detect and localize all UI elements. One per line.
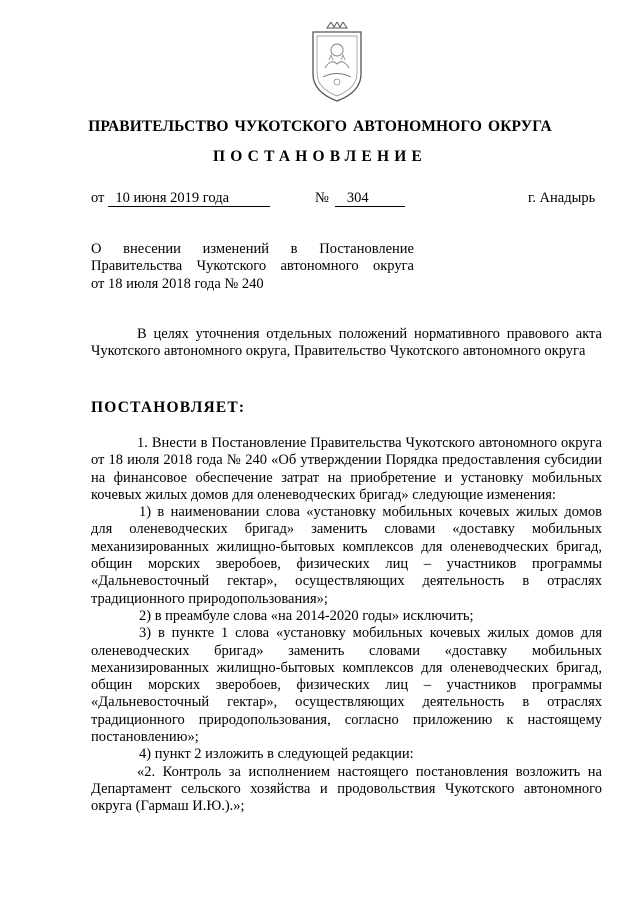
number-value: 304 [335, 191, 405, 207]
subitem-3: 3) в пункте 1 слова «установку мобильных кочевых жилых домов для оленеводческих бригад» заменить словами «доставку мобильных механизированных жилищно-бытовых комплексов для оленеводческих бригад, общин морских зверобоев, физических лиц – участников программы «Дальневосточный гектар», осуществляющих деятельность в отраслях традиционного природопользования, согласно приложению к настоящему постановлению»; [91, 625, 602, 746]
organization-title: ПРАВИТЕЛЬСТВО ЧУКОТСКОГО АВТОНОМНОГО ОКРУГА [88, 118, 552, 135]
number-label: № [315, 190, 329, 206]
subject-line: Правительства Чукотского автономного округа [91, 258, 414, 275]
document-type: ПОСТАНОВЛЕНИЕ [212, 148, 428, 165]
subitem-2: 2) в преамбуле слова «на 2014-2020 годы» исключить; [139, 607, 474, 624]
coat-of-arms-icon [305, 22, 369, 104]
date-field [91, 190, 270, 207]
document-subject [91, 241, 414, 293]
number-field [315, 190, 405, 207]
preamble-text: В целях уточнения отдельных положений нормативного правового акта Чукотского автономного округа, Правительство Чукотского автономного округа [91, 326, 602, 360]
date-value: 10 июня 2019 года [108, 191, 270, 207]
subitem-4: 4) пункт 2 изложить в следующей редакции: [139, 746, 414, 763]
city: г. Анадырь [528, 190, 596, 206]
subitem-1: 1) в наименовании слова «установку мобильных кочевых жилых домов для оленеводческих бригад» заменить словами «доставку мобильных механизированных жилищно-бытовых комплексов для оленеводческих бригад, общин морских зверобоев, физических лиц – участников программы «Дальневосточный гектар», осуществляющих деятельность в отраслях традиционного природопользования»; [91, 504, 602, 607]
date-label: от [91, 190, 105, 206]
item-1: 1. Внести в Постановление Правительства Чукотского автономного округа от 18 июля 2018 года № 240 «Об утверждении Порядка предоставления субсидии на финансовое обеспечение затрат на приобретение и установку мобильных кочевых жилых домов для оленеводческих бригад» следующие изменения: [91, 435, 602, 503]
quoted-clause: «2. Контроль за исполнением настоящего постановления возложить на Департамент сельского хозяйства и продовольствия Чукотского автономного округа (Гармаш И.Ю.).»; [91, 763, 602, 815]
decree-items [91, 435, 602, 816]
preamble [91, 326, 602, 361]
subject-line: О внесении изменений в Постановление [91, 241, 414, 257]
decree-word: ПОСТАНОВЛЯЕТ: [91, 399, 246, 416]
subject-line: от 18 июля 2018 года № 240 [91, 275, 264, 292]
